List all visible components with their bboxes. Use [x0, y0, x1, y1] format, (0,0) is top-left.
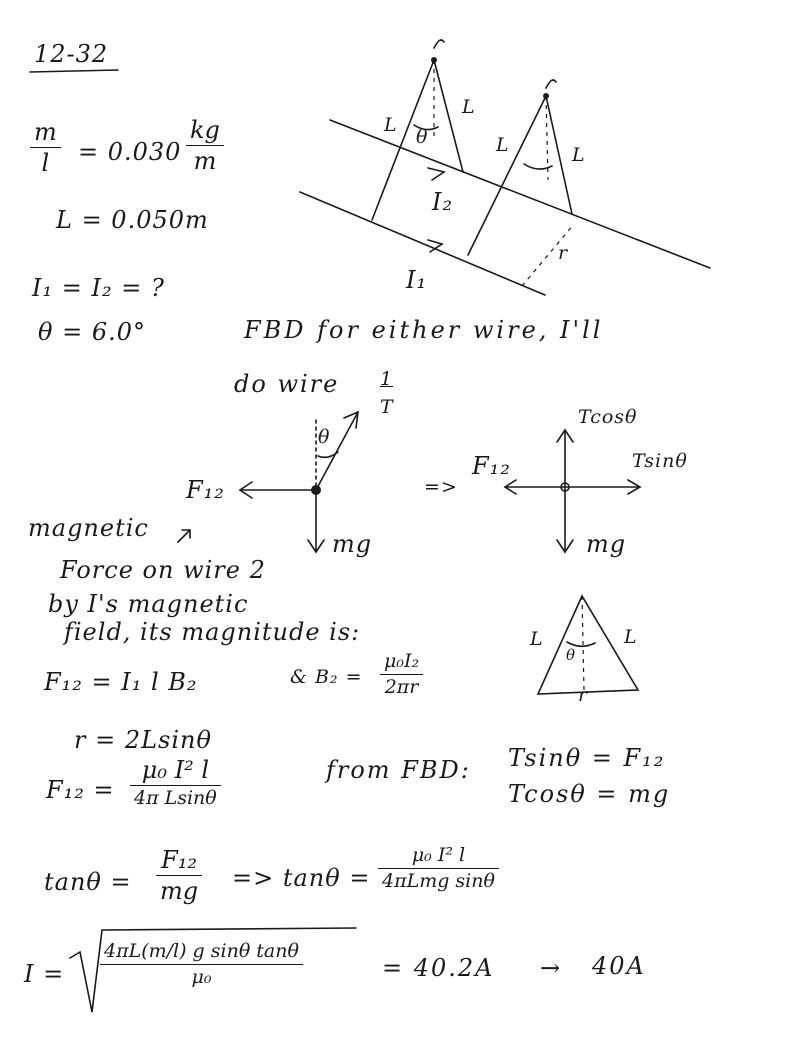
- current-arrow-i2: [428, 168, 444, 180]
- unit-numerator: kg: [190, 116, 220, 144]
- fbd-T-label: T: [380, 396, 394, 418]
- eq-I-fraction: [100, 942, 303, 987]
- eq-result-arrow: →: [540, 954, 562, 982]
- small-triangle-height: [582, 596, 584, 690]
- note-magnetic: magnetic: [28, 514, 149, 542]
- eq-f12-fraction: [130, 758, 221, 808]
- fbd-wire-number: 1: [380, 368, 394, 390]
- hook-right: [546, 80, 556, 88]
- magnetic-pointer: [178, 530, 190, 542]
- eq-result: = 40.2A: [382, 954, 495, 982]
- triangle-L-right: L: [624, 626, 638, 648]
- triangle-L-left: L: [530, 628, 544, 650]
- eq-fbd-1: Tsinθ = F₁₂: [508, 744, 666, 772]
- f12-numerator: μ₀ I² l: [141, 756, 209, 784]
- tan-numerator: F₁₂: [161, 846, 198, 874]
- tan2-numerator: μ₀ I² l: [411, 844, 466, 866]
- problem-number: 12-32: [34, 40, 109, 68]
- eq-r: r = 2Lsinθ: [74, 726, 212, 754]
- length-symbol: l: [41, 149, 50, 177]
- angle-arc-right: [524, 164, 552, 169]
- figure-r: r: [558, 242, 569, 264]
- fbd1-wire-dot: [311, 485, 321, 495]
- triangle-r: r: [578, 684, 589, 706]
- note-line2: Force on wire 2: [60, 556, 266, 584]
- fbd1-F12: F₁₂: [186, 476, 225, 504]
- fraction-bar: [380, 674, 423, 675]
- mass-symbol: m: [34, 118, 57, 146]
- eq-tan-fraction: [156, 848, 202, 903]
- fbd1-angle-arc: [318, 452, 338, 457]
- I-numerator: 4πL(m/l) g sinθ tanθ: [104, 940, 299, 962]
- mass-per-length-fraction: [30, 120, 61, 175]
- figure-L-left-b: L: [462, 96, 476, 118]
- fbd2-mg: mg: [586, 530, 627, 558]
- fraction-bar: [100, 964, 303, 965]
- figure-L-left-a: L: [384, 114, 398, 136]
- triangle-theta: θ: [566, 646, 577, 664]
- string-left-b: [434, 60, 463, 172]
- figure-theta: θ: [416, 126, 429, 148]
- hook-left: [434, 40, 444, 48]
- fbd2-F12: F₁₂: [472, 452, 511, 480]
- eq-fbd-2: Tcosθ = mg: [508, 780, 671, 808]
- wire-2-line: [330, 120, 710, 268]
- eq-I-prefix: I =: [24, 960, 65, 988]
- implies-arrow: =>: [424, 476, 458, 498]
- fbd-heading-line2: do wire: [234, 370, 340, 398]
- note-line4: field, its magnitude is:: [64, 618, 361, 646]
- eq-rounded-result: 40A: [592, 952, 646, 980]
- b2-numerator: μ₀I₂: [384, 650, 420, 672]
- given-theta: θ = 6.0°: [38, 318, 146, 346]
- figure-I2: I₂: [432, 188, 454, 216]
- problem-number-underline: [30, 70, 118, 72]
- given-L: L = 0.050m: [56, 206, 209, 234]
- fbd1-theta: θ: [318, 426, 331, 448]
- eq-tan-prefix: tanθ =: [44, 868, 132, 896]
- fbd-heading-line1: FBD for either wire, I'll: [244, 316, 604, 344]
- eq-tan2-prefix: => tanθ =: [232, 864, 371, 892]
- fbd1-tension: [316, 412, 358, 490]
- tan2-denominator: 4πLmg sinθ: [382, 870, 495, 892]
- eq-b2-fraction: [380, 652, 423, 697]
- fbd2-Tcos: Tcosθ: [578, 406, 638, 428]
- b2-denominator: 2πr: [384, 676, 419, 698]
- note-line3: by I's magnetic: [48, 590, 249, 618]
- fraction-bar: [130, 785, 221, 786]
- eq-f12-prefix: F₁₂ =: [46, 776, 115, 804]
- f12-denominator: 4π Lsinθ: [134, 787, 217, 809]
- figure-I1: I₁: [406, 266, 428, 294]
- eq-f12-definition: F₁₂ = I₁ l B₂: [44, 668, 198, 696]
- string-right-b: [546, 96, 572, 214]
- fraction-bar: [378, 868, 499, 869]
- eq-b2-prefix: & B₂ =: [290, 666, 363, 688]
- tan-denominator: mg: [160, 877, 199, 905]
- mass-per-length-value: = 0.030: [78, 138, 182, 166]
- fraction-bar: [156, 875, 202, 876]
- fbd2-Tsin: Tsinθ: [632, 450, 688, 472]
- I-denominator: μ₀: [191, 966, 212, 988]
- mass-per-length-unit: [186, 118, 224, 173]
- eq-tan2-fraction: [378, 846, 499, 891]
- figure-L-right-b: L: [572, 144, 586, 166]
- figure-L-right-a: L: [496, 134, 510, 156]
- eq-from-fbd: from FBD:: [326, 756, 471, 784]
- unit-denominator: m: [193, 147, 217, 175]
- fbd1-mg: mg: [332, 530, 373, 558]
- given-unknown: I₁ = I₂ = ?: [32, 274, 165, 302]
- fraction-bar: [186, 145, 224, 146]
- fraction-bar: [30, 147, 61, 148]
- string-right-a: [468, 96, 546, 255]
